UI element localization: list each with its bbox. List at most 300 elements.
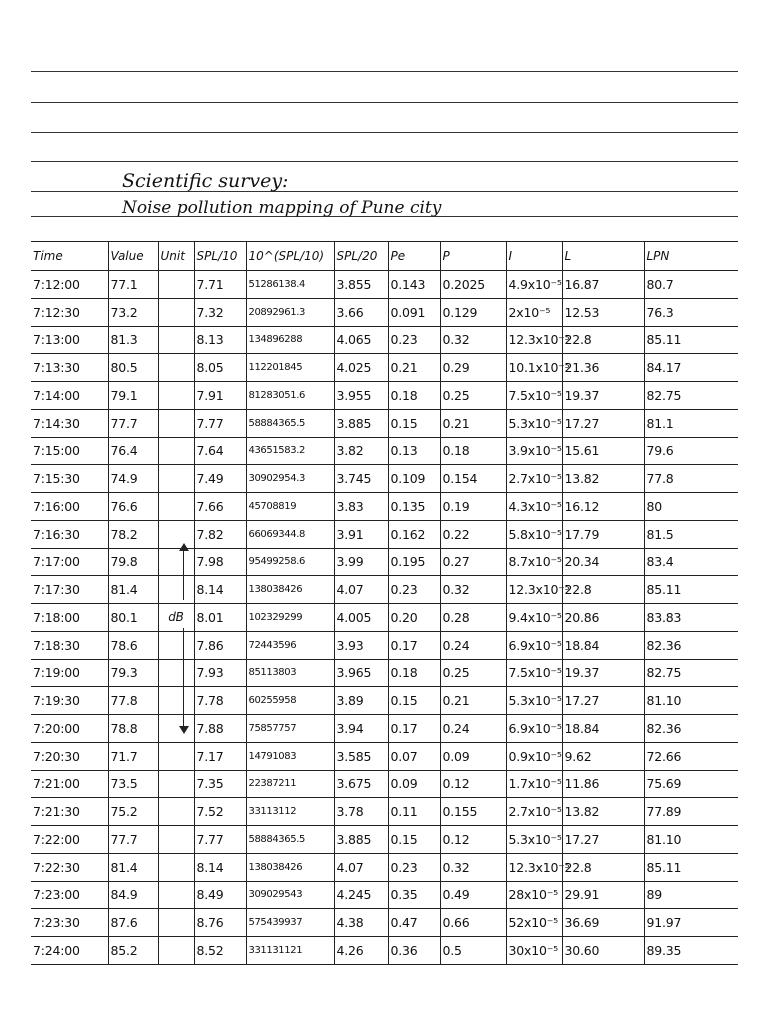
spl-10-cell: 7.71 [194, 271, 246, 299]
time-cell: 7:18:00 [31, 604, 108, 632]
time-cell: 7:20:30 [31, 742, 108, 770]
unit-cell [158, 881, 194, 909]
pe-cell: 0.35 [388, 881, 440, 909]
lpn-cell: 75.69 [644, 770, 738, 798]
table-row [31, 465, 738, 493]
header-p: P [440, 242, 506, 271]
l-cell: 15.61 [562, 437, 644, 465]
pow-cell: 14791083 [246, 742, 334, 770]
l-cell: 12.53 [562, 298, 644, 326]
l-cell: 22.8 [562, 853, 644, 881]
spl-20-cell: 4.38 [334, 909, 388, 937]
pow-cell: 58884365.5 [246, 826, 334, 854]
table-row [31, 382, 738, 410]
value-cell: 77.7 [108, 409, 158, 437]
header-10-pow-spl: 10^(SPL/10) [246, 242, 334, 271]
pow-cell: 51286138.4 [246, 271, 334, 299]
i-cell: 2.7x10⁻⁵ [506, 465, 562, 493]
spl-20-cell: 3.99 [334, 548, 388, 576]
arrow-down-icon [179, 726, 189, 734]
unit-cell [158, 798, 194, 826]
value-cell: 79.8 [108, 548, 158, 576]
time-cell: 7:12:30 [31, 298, 108, 326]
value-cell: 84.9 [108, 881, 158, 909]
time-cell: 7:16:00 [31, 493, 108, 521]
unit-cell [158, 826, 194, 854]
spl-20-cell: 3.675 [334, 770, 388, 798]
p-cell: 0.32 [440, 853, 506, 881]
value-cell: 73.5 [108, 770, 158, 798]
spl-20-cell: 3.78 [334, 798, 388, 826]
time-cell: 7:21:30 [31, 798, 108, 826]
value-cell: 78.2 [108, 520, 158, 548]
p-cell: 0.25 [440, 382, 506, 410]
table-row [31, 742, 738, 770]
spl-10-cell: 7.93 [194, 659, 246, 687]
survey-subtitle: Noise pollution mapping of Pune city [122, 198, 442, 218]
value-cell: 85.2 [108, 937, 158, 965]
time-cell: 7:12:00 [31, 271, 108, 299]
i-cell: 9.4x10⁻⁵ [506, 604, 562, 632]
unit-cell: dB [158, 604, 194, 632]
arrow-up-icon [179, 543, 189, 551]
p-cell: 0.12 [440, 770, 506, 798]
i-cell: 6.9x10⁻⁵ [506, 631, 562, 659]
spl-10-cell: 7.35 [194, 770, 246, 798]
spl-10-cell: 8.01 [194, 604, 246, 632]
table-row [31, 909, 738, 937]
spl-20-cell: 3.83 [334, 493, 388, 521]
table-row [31, 853, 738, 881]
time-cell: 7:18:30 [31, 631, 108, 659]
pe-cell: 0.17 [388, 631, 440, 659]
time-cell: 7:17:00 [31, 548, 108, 576]
time-cell: 7:22:30 [31, 853, 108, 881]
i-cell: 5.8x10⁻⁵ [506, 520, 562, 548]
spl-20-cell: 4.025 [334, 354, 388, 382]
table-row [31, 326, 738, 354]
time-cell: 7:21:00 [31, 770, 108, 798]
value-cell: 81.3 [108, 326, 158, 354]
pe-cell: 0.15 [388, 826, 440, 854]
lpn-cell: 81.5 [644, 520, 738, 548]
table-row [31, 687, 738, 715]
pe-cell: 0.23 [388, 576, 440, 604]
pe-cell: 0.18 [388, 382, 440, 410]
pow-cell: 138038426 [246, 853, 334, 881]
l-cell: 29.91 [562, 881, 644, 909]
spl-10-cell: 7.91 [194, 382, 246, 410]
spl-10-cell: 8.13 [194, 326, 246, 354]
spl-20-cell: 3.585 [334, 742, 388, 770]
value-cell: 74.9 [108, 465, 158, 493]
pow-cell: 43651583.2 [246, 437, 334, 465]
p-cell: 0.154 [440, 465, 506, 493]
l-cell: 9.62 [562, 742, 644, 770]
lpn-cell: 85.11 [644, 853, 738, 881]
table-row [31, 631, 738, 659]
table-row [31, 715, 738, 743]
pow-cell: 138038426 [246, 576, 334, 604]
p-cell: 0.5 [440, 937, 506, 965]
lpn-cell: 81.1 [644, 409, 738, 437]
unit-cell [158, 465, 194, 493]
spl-10-cell: 7.88 [194, 715, 246, 743]
time-cell: 7:20:00 [31, 715, 108, 743]
p-cell: 0.29 [440, 354, 506, 382]
i-cell: 6.9x10⁻⁵ [506, 715, 562, 743]
pow-cell: 95499258.6 [246, 548, 334, 576]
l-cell: 19.37 [562, 382, 644, 410]
unit-cell [158, 409, 194, 437]
unit-cell [158, 631, 194, 659]
pow-cell: 134896288 [246, 326, 334, 354]
ruled-line [31, 132, 738, 133]
unit-cell [158, 659, 194, 687]
time-cell: 7:14:30 [31, 409, 108, 437]
pow-cell: 575439937 [246, 909, 334, 937]
pe-cell: 0.17 [388, 715, 440, 743]
i-cell: 10.1x10⁻⁵ [506, 354, 562, 382]
pow-cell: 75857757 [246, 715, 334, 743]
value-cell: 79.3 [108, 659, 158, 687]
p-cell: 0.155 [440, 798, 506, 826]
time-cell: 7:15:30 [31, 465, 108, 493]
l-cell: 16.87 [562, 271, 644, 299]
value-cell: 80.5 [108, 354, 158, 382]
time-cell: 7:16:30 [31, 520, 108, 548]
time-cell: 7:19:00 [31, 659, 108, 687]
lpn-cell: 81.10 [644, 826, 738, 854]
pe-cell: 0.07 [388, 742, 440, 770]
pe-cell: 0.11 [388, 798, 440, 826]
spl-20-cell: 4.005 [334, 604, 388, 632]
l-cell: 17.27 [562, 409, 644, 437]
lpn-cell: 80 [644, 493, 738, 521]
unit-cell [158, 354, 194, 382]
table-row [31, 520, 738, 548]
pe-cell: 0.143 [388, 271, 440, 299]
spl-20-cell: 3.885 [334, 826, 388, 854]
i-cell: 7.5x10⁻⁵ [506, 382, 562, 410]
p-cell: 0.66 [440, 909, 506, 937]
value-cell: 71.7 [108, 742, 158, 770]
value-cell: 79.1 [108, 382, 158, 410]
spl-10-cell: 7.64 [194, 437, 246, 465]
l-cell: 30.60 [562, 937, 644, 965]
p-cell: 0.25 [440, 659, 506, 687]
lpn-cell: 85.11 [644, 326, 738, 354]
time-cell: 7:17:30 [31, 576, 108, 604]
lpn-cell: 84.17 [644, 354, 738, 382]
table-row [31, 271, 738, 299]
spl-20-cell: 3.93 [334, 631, 388, 659]
p-cell: 0.09 [440, 742, 506, 770]
value-cell: 76.6 [108, 493, 158, 521]
value-cell: 77.1 [108, 271, 158, 299]
lpn-cell: 89 [644, 881, 738, 909]
p-cell: 0.12 [440, 826, 506, 854]
i-cell: 28x10⁻⁵ [506, 881, 562, 909]
pe-cell: 0.195 [388, 548, 440, 576]
table-row [31, 409, 738, 437]
unit-cell [158, 326, 194, 354]
p-cell: 0.24 [440, 631, 506, 659]
l-cell: 20.86 [562, 604, 644, 632]
l-cell: 18.84 [562, 631, 644, 659]
unit-cell [158, 298, 194, 326]
table-row [31, 437, 738, 465]
i-cell: 2x10⁻⁵ [506, 298, 562, 326]
table-row [31, 770, 738, 798]
spl-10-cell: 7.98 [194, 548, 246, 576]
time-cell: 7:14:00 [31, 382, 108, 410]
p-cell: 0.27 [440, 548, 506, 576]
spl-10-cell: 7.49 [194, 465, 246, 493]
header-i: I [506, 242, 562, 271]
spl-20-cell: 3.91 [334, 520, 388, 548]
l-cell: 17.79 [562, 520, 644, 548]
lpn-cell: 81.10 [644, 687, 738, 715]
value-cell: 73.2 [108, 298, 158, 326]
p-cell: 0.129 [440, 298, 506, 326]
spl-10-cell: 8.14 [194, 576, 246, 604]
pe-cell: 0.47 [388, 909, 440, 937]
pe-cell: 0.135 [388, 493, 440, 521]
table-row [31, 798, 738, 826]
spl-10-cell: 7.82 [194, 520, 246, 548]
pow-cell: 85113803 [246, 659, 334, 687]
time-cell: 7:23:30 [31, 909, 108, 937]
lpn-cell: 85.11 [644, 576, 738, 604]
spl-10-cell: 8.49 [194, 881, 246, 909]
table-row [31, 659, 738, 687]
l-cell: 16.12 [562, 493, 644, 521]
pe-cell: 0.18 [388, 659, 440, 687]
pow-cell: 58884365.5 [246, 409, 334, 437]
lpn-cell: 80.7 [644, 271, 738, 299]
pe-cell: 0.109 [388, 465, 440, 493]
i-cell: 4.3x10⁻⁵ [506, 493, 562, 521]
l-cell: 22.8 [562, 576, 644, 604]
value-cell: 87.6 [108, 909, 158, 937]
header-unit: Unit [158, 242, 194, 271]
table-row [31, 354, 738, 382]
unit-cell [158, 853, 194, 881]
spl-20-cell: 3.82 [334, 437, 388, 465]
time-cell: 7:23:00 [31, 881, 108, 909]
l-cell: 22.8 [562, 326, 644, 354]
value-cell: 78.6 [108, 631, 158, 659]
lpn-cell: 83.4 [644, 548, 738, 576]
i-cell: 5.3x10⁻⁵ [506, 687, 562, 715]
l-cell: 13.82 [562, 798, 644, 826]
header-row [31, 242, 738, 271]
pow-cell: 30902954.3 [246, 465, 334, 493]
l-cell: 13.82 [562, 465, 644, 493]
spl-20-cell: 3.66 [334, 298, 388, 326]
p-cell: 0.32 [440, 326, 506, 354]
value-cell: 81.4 [108, 576, 158, 604]
spl-20-cell: 4.245 [334, 881, 388, 909]
time-cell: 7:24:00 [31, 937, 108, 965]
pow-cell: 309029543 [246, 881, 334, 909]
spl-10-cell: 7.66 [194, 493, 246, 521]
p-cell: 0.18 [440, 437, 506, 465]
pe-cell: 0.15 [388, 687, 440, 715]
pe-cell: 0.20 [388, 604, 440, 632]
l-cell: 18.84 [562, 715, 644, 743]
i-cell: 12.3x10⁻⁵ [506, 326, 562, 354]
spl-10-cell: 7.86 [194, 631, 246, 659]
value-cell: 78.8 [108, 715, 158, 743]
spl-20-cell: 3.89 [334, 687, 388, 715]
spl-20-cell: 4.065 [334, 326, 388, 354]
spl-10-cell: 8.14 [194, 853, 246, 881]
spl-20-cell: 3.94 [334, 715, 388, 743]
p-cell: 0.19 [440, 493, 506, 521]
p-cell: 0.24 [440, 715, 506, 743]
lpn-cell: 76.3 [644, 298, 738, 326]
p-cell: 0.28 [440, 604, 506, 632]
lpn-cell: 91.97 [644, 909, 738, 937]
value-cell: 80.1 [108, 604, 158, 632]
i-cell: 30x10⁻⁵ [506, 937, 562, 965]
i-cell: 5.3x10⁻⁵ [506, 409, 562, 437]
table-row [31, 826, 738, 854]
header-spl-20: SPL/20 [334, 242, 388, 271]
unit-range-arrow-down [183, 628, 184, 728]
unit-cell [158, 937, 194, 965]
table-row [31, 576, 738, 604]
pow-cell: 72443596 [246, 631, 334, 659]
unit-cell [158, 742, 194, 770]
header-value: Value [108, 242, 158, 271]
table-row [31, 881, 738, 909]
time-cell: 7:22:00 [31, 826, 108, 854]
survey-title: Scientific survey: [122, 170, 289, 192]
time-cell: 7:15:00 [31, 437, 108, 465]
i-cell: 4.9x10⁻⁵ [506, 271, 562, 299]
i-cell: 8.7x10⁻⁵ [506, 548, 562, 576]
pe-cell: 0.15 [388, 409, 440, 437]
i-cell: 12.3x10⁻⁵ [506, 576, 562, 604]
pow-cell: 45708819 [246, 493, 334, 521]
header-lpn: LPN [644, 242, 738, 271]
lpn-cell: 77.8 [644, 465, 738, 493]
unit-range-arrow-up [183, 548, 184, 600]
pe-cell: 0.21 [388, 354, 440, 382]
spl-10-cell: 7.77 [194, 826, 246, 854]
spl-20-cell: 4.07 [334, 576, 388, 604]
spl-20-cell: 4.07 [334, 853, 388, 881]
lpn-cell: 82.36 [644, 715, 738, 743]
lpn-cell: 77.89 [644, 798, 738, 826]
unit-cell [158, 271, 194, 299]
pow-cell: 66069344.8 [246, 520, 334, 548]
p-cell: 0.49 [440, 881, 506, 909]
pe-cell: 0.23 [388, 326, 440, 354]
pow-cell: 331131121 [246, 937, 334, 965]
lpn-cell: 83.83 [644, 604, 738, 632]
spl-10-cell: 8.05 [194, 354, 246, 382]
p-cell: 0.21 [440, 687, 506, 715]
table-row [31, 298, 738, 326]
spl-20-cell: 4.26 [334, 937, 388, 965]
table-row [31, 493, 738, 521]
header-time: Time [31, 242, 108, 271]
header-spl-10: SPL/10 [194, 242, 246, 271]
pow-cell: 102329299 [246, 604, 334, 632]
i-cell: 0.9x10⁻⁵ [506, 742, 562, 770]
pe-cell: 0.23 [388, 853, 440, 881]
time-cell: 7:13:30 [31, 354, 108, 382]
unit-cell [158, 576, 194, 604]
l-cell: 17.27 [562, 687, 644, 715]
value-cell: 76.4 [108, 437, 158, 465]
i-cell: 2.7x10⁻⁵ [506, 798, 562, 826]
value-cell: 77.8 [108, 687, 158, 715]
unit-cell [158, 548, 194, 576]
pe-cell: 0.162 [388, 520, 440, 548]
pe-cell: 0.36 [388, 937, 440, 965]
l-cell: 36.69 [562, 909, 644, 937]
unit-cell [158, 909, 194, 937]
p-cell: 0.22 [440, 520, 506, 548]
p-cell: 0.2025 [440, 271, 506, 299]
survey-table [31, 241, 738, 965]
pe-cell: 0.09 [388, 770, 440, 798]
unit-cell [158, 493, 194, 521]
spl-10-cell: 7.17 [194, 742, 246, 770]
pow-cell: 112201845 [246, 354, 334, 382]
unit-cell [158, 770, 194, 798]
p-cell: 0.21 [440, 409, 506, 437]
header-l: L [562, 242, 644, 271]
i-cell: 7.5x10⁻⁵ [506, 659, 562, 687]
pow-cell: 81283051.6 [246, 382, 334, 410]
time-cell: 7:13:00 [31, 326, 108, 354]
spl-20-cell: 3.885 [334, 409, 388, 437]
lpn-cell: 82.75 [644, 382, 738, 410]
spl-20-cell: 3.955 [334, 382, 388, 410]
l-cell: 17.27 [562, 826, 644, 854]
spl-10-cell: 8.52 [194, 937, 246, 965]
value-cell: 81.4 [108, 853, 158, 881]
i-cell: 3.9x10⁻⁵ [506, 437, 562, 465]
pe-cell: 0.13 [388, 437, 440, 465]
i-cell: 5.3x10⁻⁵ [506, 826, 562, 854]
ruled-line [31, 71, 738, 72]
spl-10-cell: 7.78 [194, 687, 246, 715]
i-cell: 12.3x10⁻⁵ [506, 853, 562, 881]
l-cell: 19.37 [562, 659, 644, 687]
i-cell: 1.7x10⁻⁵ [506, 770, 562, 798]
pow-cell: 22387211 [246, 770, 334, 798]
table-row [31, 604, 738, 632]
l-cell: 21.36 [562, 354, 644, 382]
value-cell: 77.7 [108, 826, 158, 854]
spl-10-cell: 7.77 [194, 409, 246, 437]
lpn-cell: 82.75 [644, 659, 738, 687]
spl-10-cell: 8.76 [194, 909, 246, 937]
spl-20-cell: 3.855 [334, 271, 388, 299]
table-row [31, 548, 738, 576]
lpn-cell: 79.6 [644, 437, 738, 465]
unit-cell [158, 382, 194, 410]
spl-10-cell: 7.32 [194, 298, 246, 326]
table-row [31, 937, 738, 965]
